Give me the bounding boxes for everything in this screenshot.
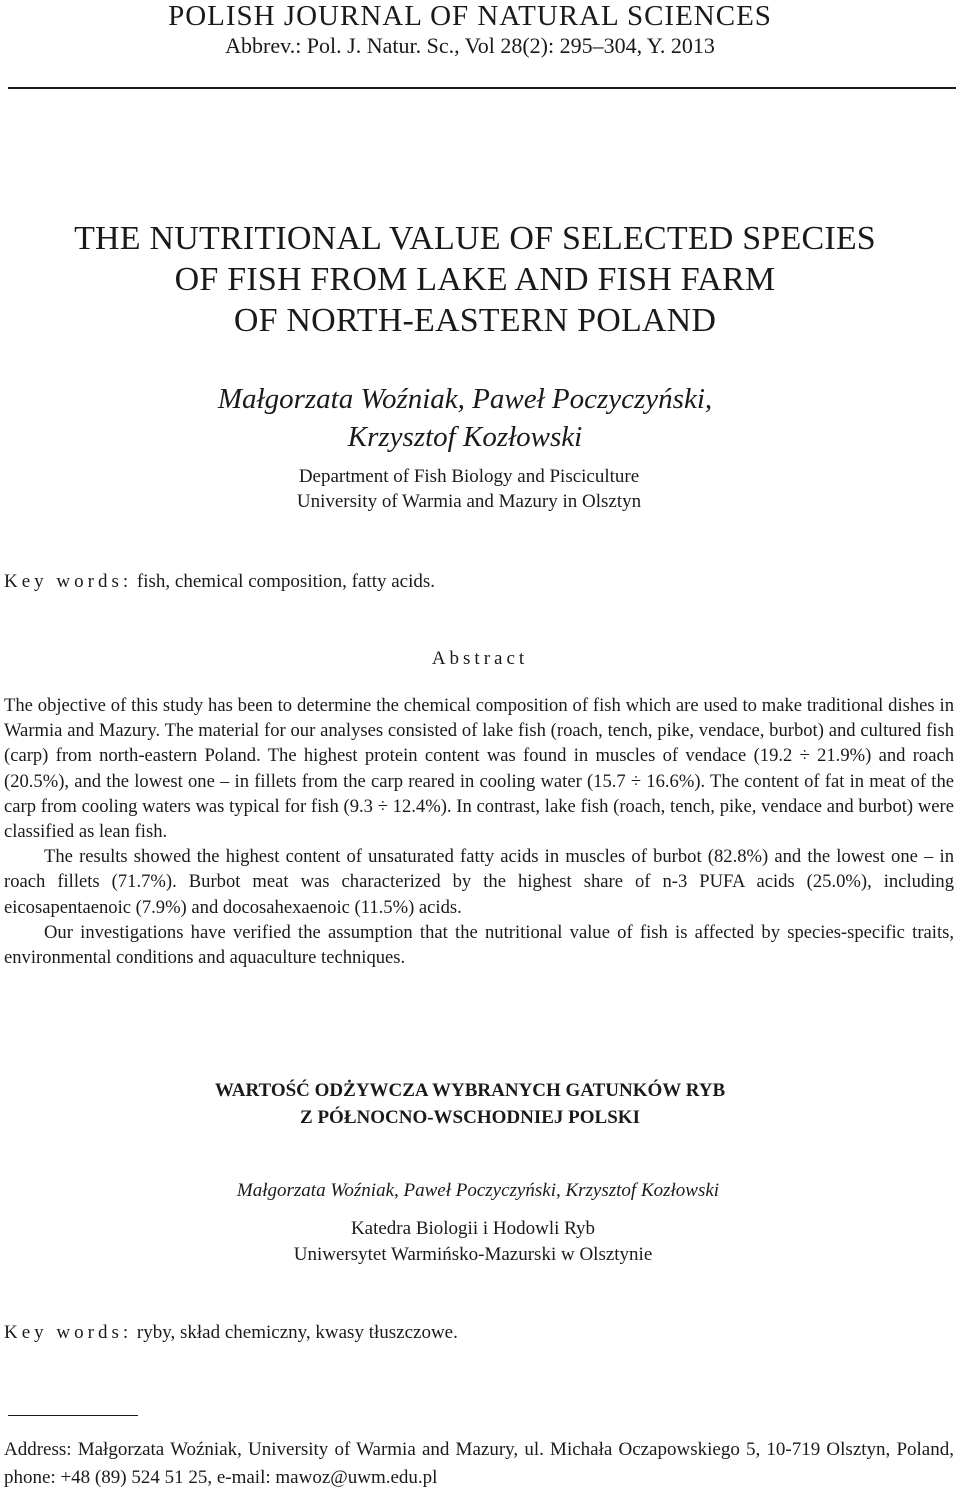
abstract-paragraph: The results showed the highest content of unsaturated fatty acids in muscles of burbot (82.8%) and the lowest one – in roach fillets (71.7%). Burbot meat was characterized by the highest share of n-3 PUFA acids (25.0%), including eicosapentaenoic (7.9%) and docosahexaenoic (11.5%) acids. [4, 846, 954, 918]
affiliation [0, 464, 960, 514]
title-line: OF NORTH-EASTERN POLAND [233, 302, 717, 339]
article-title-polish [0, 1077, 960, 1131]
authors-line: Małgorzata Woźniak, Paweł Poczyczyński, Krzysztof Kozłowski [236, 1180, 720, 1201]
header-rule [8, 87, 956, 89]
keywords-label: Key words: [4, 1322, 133, 1343]
abstract-heading: Abstract [431, 648, 529, 669]
abstract-paragraph: Our investigations have verified the assumption that the nutritional value of fish is affected by species-specific traits, environmental conditions and aquaculture techniques. [4, 921, 954, 969]
keywords-polish [4, 1320, 458, 1345]
article-title [0, 218, 960, 341]
keywords-label: Key words: [4, 571, 133, 592]
affiliation-line: Katedra Biologii i Hodowli Ryb [350, 1218, 596, 1239]
keywords-text: fish, chemical composition, fatty acids. [132, 571, 436, 592]
abstract-paragraph: The objective of this study has been to determine the chemical composition of fish which are used to make traditional dishes in Warmia and Mazury. The material for our analyses consisted of lake fish (roach, tench, pike, vendace, burbot) and cultured fish (carp) from north-eastern Poland. The highest protein content was found in muscles of vendace (19.2 ÷ 21.9%) and roach (20.5%), and the lowest one – in fillets from the carp reared in cooling water (15.7 ÷ 16.6%). The content of fat in meat of the carp from cooling waters was typical for fish (9.3 ÷ 12.4%). In contrast, lake fish (roach, tench, pike, vendace and burbot) were classified as lean fish. [4, 695, 954, 843]
journal-name: POLISH JOURNAL OF NATURAL SCIENCES [168, 0, 772, 32]
affiliation-line: Department of Fish Biology and Pisciculture [298, 466, 640, 487]
journal-abbrev: Abbrev.: Pol. J. Natur. Sc., Vol 28(2): 295–304, Y. 2013 [225, 33, 715, 58]
title-line: Z PÓŁNOCNO-WSCHODNIEJ POLSKI [300, 1107, 640, 1128]
footnote-rule [8, 1415, 138, 1416]
title-line: WARTOŚĆ ODŻYWCZA WYBRANYCH GATUNKÓW RYB [214, 1080, 726, 1101]
affiliation-polish [0, 1216, 960, 1268]
affiliation-line: Uniwersytet Warmińsko-Mazurski w Olsztynie [293, 1244, 653, 1265]
authors-line: Krzysztof Kozłowski [347, 421, 583, 453]
journal-header [0, 0, 960, 60]
authors [0, 380, 960, 456]
abstract-body [4, 693, 954, 970]
keywords-text: ryby, skład chemiczny, kwasy tłuszczowe. [132, 1322, 458, 1343]
keywords-en [4, 569, 435, 594]
affiliation-line: University of Warmia and Mazury in Olsztyn [296, 491, 642, 512]
address-text: Address: Małgorzata Woźniak, University of Warmia and Mazury, ul. Michała Oczapowskiego 5, 10-719 Olsztyn, Poland, phone: +48 (89) 524 51 25, e-mail: mawoz@uwm.edu.pl [4, 1439, 954, 1488]
authors-line: Małgorzata Woźniak, Paweł Poczyczyński, [217, 383, 713, 415]
authors-polish [0, 1178, 960, 1203]
footnote-address [4, 1436, 954, 1492]
title-line: OF FISH FROM LAKE AND FISH FARM [174, 261, 776, 298]
title-line: THE NUTRITIONAL VALUE OF SELECTED SPECIES [74, 220, 876, 257]
